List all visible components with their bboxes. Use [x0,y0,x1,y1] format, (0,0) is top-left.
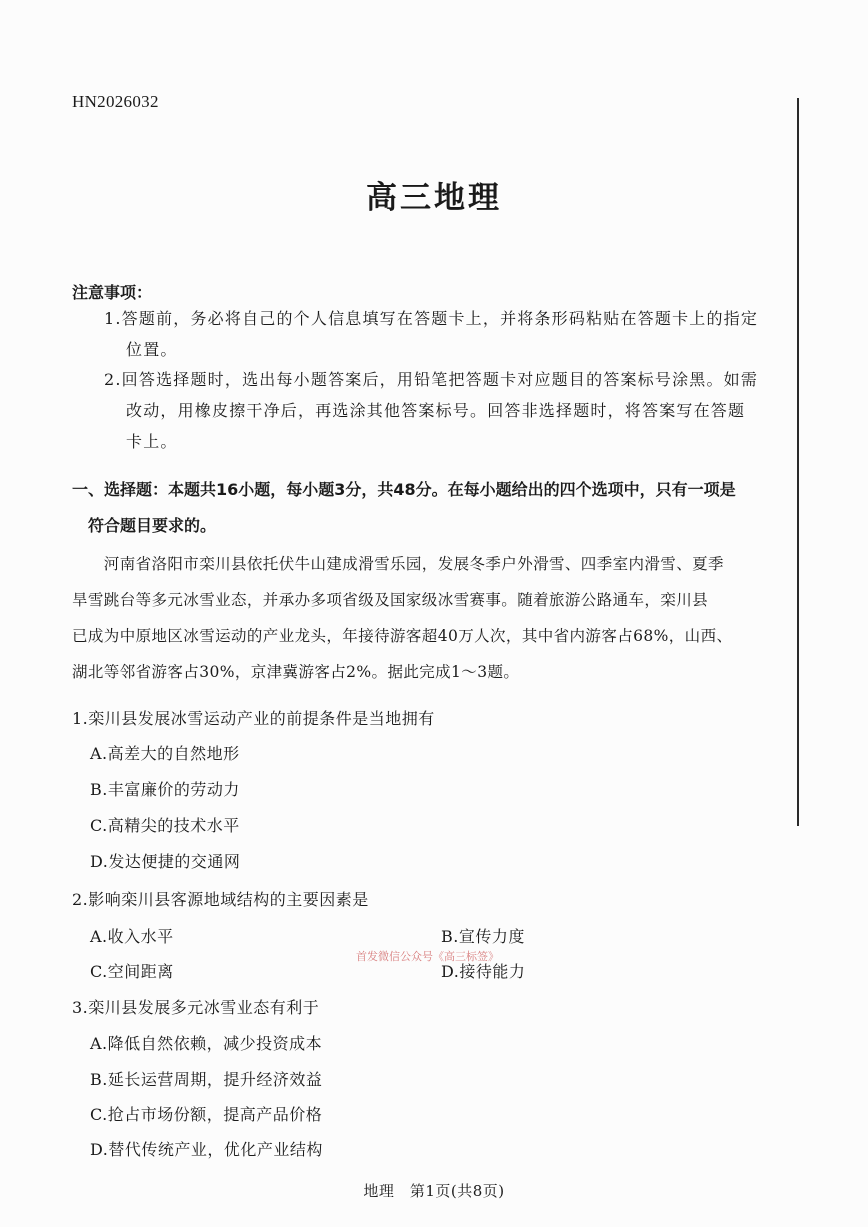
question-2-option-b: B.宣传力度 [441,927,525,946]
reading-passage [72,546,772,690]
question-3-option-c: C.抢占市场份额，提高产品价格 [90,1105,323,1124]
page-title: 高三地理 [366,180,502,216]
question-1-stem: 1.栾川县发展冰雪运动产业的前提条件是当地拥有 [72,709,435,728]
question-2-option-a: A.收入水平 [90,927,174,946]
question-1-option-d: D.发达便捷的交通网 [90,852,241,871]
notice-heading: 注意事项： [72,283,153,302]
question-2-option-d: D.接待能力 [441,962,526,981]
question-2-stem: 2.影响栾川县客源地域结构的主要因素是 [72,890,369,909]
question-3-option-b: B.延长运营周期，提升经济效益 [90,1070,323,1089]
notice-item-1 [104,303,776,365]
question-1-option-c: C.高精尖的技术水平 [90,816,240,835]
notice-item-2 [104,364,776,457]
passage-line-2: 旱雪跳台等多元冰雪业态，并承办多项省级及国家级冰雪赛事。随着旅游公路通车，栾川县 [72,591,709,609]
document-code: HN2026032 [72,92,159,111]
notice-item-2-line-2: 改动，用橡皮擦干净后，再选涂其他答案标号。回答非选择题时，将答案写在答题 [126,401,746,420]
section-heading-line-1: 一、选择题：本题共16小题，每小题3分，共48分。在每小题给出的四个选项中，只有一项是 [72,480,736,499]
watermark-text: 首发微信公众号《高三标签》 [356,950,499,963]
notice-item-2-line-3: 卡上。 [126,432,178,451]
page-footer: 地理 第1页(共8页) [363,1182,505,1200]
question-1-option-b: B.丰富廉价的劳动力 [90,780,240,799]
notice-item-2-line-1: 2.回答选择题时，选出每小题答案后，用铅笔把答题卡对应题目的答案标号涂黑。如需 [104,370,759,389]
question-1-option-a: A.高差大的自然地形 [90,744,240,763]
section-heading [72,472,772,544]
question-3-option-a: A.降低自然依赖，减少投资成本 [90,1034,323,1053]
question-3-option-d: D.替代传统产业，优化产业结构 [90,1140,323,1159]
section-heading-line-2: 符合题目要求的。 [88,516,217,535]
notice-item-1-line-1: 1.答题前，务必将自己的个人信息填写在答题卡上，并将条形码粘贴在答题卡上的指定 [104,309,759,328]
passage-line-1: 河南省洛阳市栾川县依托伏牛山建成滑雪乐园，发展冬季户外滑雪、四季室内滑雪、夏季 [72,555,724,573]
passage-line-3: 已成为中原地区冰雪运动的产业龙头，年接待游客超40万人次，其中省内游客占68%，山西、 [72,627,733,645]
question-2-option-c: C.空间距离 [90,962,174,981]
passage-line-4: 湖北等邻省游客占30%，京津冀游客占2%。据此完成1～3题。 [72,663,520,681]
question-3-stem: 3.栾川县发展多元冰雪业态有利于 [72,998,320,1017]
notice-item-1-line-2: 位置。 [126,340,178,359]
